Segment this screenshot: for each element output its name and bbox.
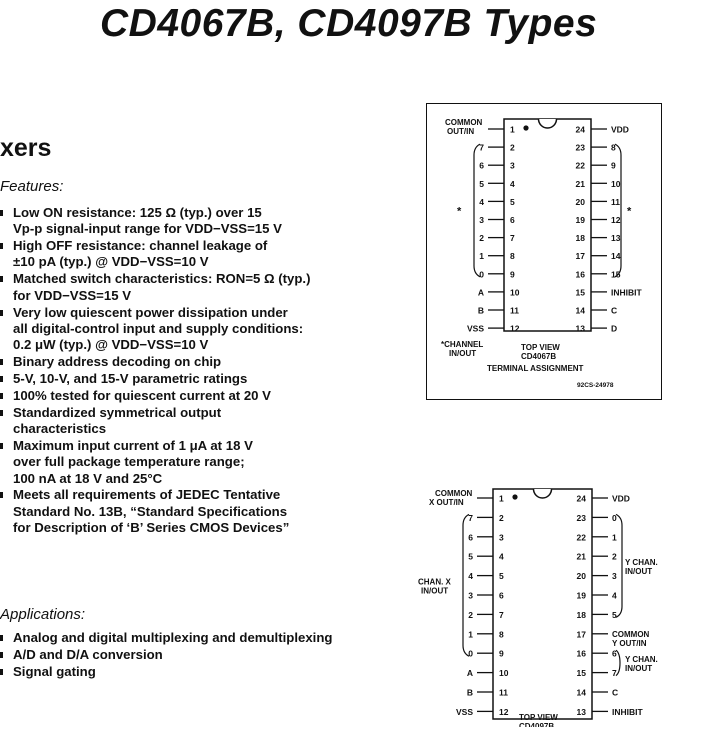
pin-number: 2 (510, 142, 515, 153)
pin-label: C (612, 687, 619, 698)
pin-number: 12 (510, 323, 520, 334)
pin-number: 20 (575, 196, 585, 207)
pin-number: 7 (510, 233, 515, 244)
pin-number: 8 (499, 629, 504, 640)
pin-number: 14 (575, 305, 585, 316)
pin-label: 6 (468, 532, 473, 543)
star-mark: * (457, 205, 462, 218)
pin-label: 13 (611, 233, 621, 244)
pin-number: 23 (576, 512, 586, 523)
pin-number: 14 (576, 687, 586, 698)
ic-notch (534, 489, 552, 498)
feature-line: Maximum input current of 1 μA at 18 V (13, 437, 253, 453)
feature-item (0, 354, 400, 370)
pin-number: 9 (499, 648, 504, 659)
pin-number: 20 (576, 571, 586, 582)
pin-label: INHIBIT (612, 706, 643, 717)
pin1-dot (523, 125, 528, 130)
feature-line: characteristics (13, 421, 107, 437)
pin-label: VSS (455, 706, 473, 717)
application-item (0, 647, 400, 663)
pin-number: 24 (575, 124, 585, 135)
pin-label: 5 (612, 609, 617, 620)
pin-number: 12 (499, 706, 509, 717)
pin-label: D (611, 323, 618, 334)
cd4097b-terminal-diagram (413, 484, 713, 727)
feature-line: all digital-control input and supply conditions: (13, 320, 304, 336)
pin-label: 1 (479, 251, 484, 262)
pin-number: 1 (499, 493, 504, 504)
pin-number: 15 (576, 668, 586, 679)
feature-line: Standardized symmetrical output (13, 404, 222, 420)
feature-item (0, 405, 400, 438)
pin-label: 5 (479, 178, 484, 189)
pin-label: 4 (479, 196, 484, 207)
pin-number: 24 (576, 493, 586, 504)
feature-line: Standard No. 13B, “Standard Specifications (13, 503, 288, 519)
common-x-label: COMMON (435, 489, 473, 498)
pin-number: 17 (575, 251, 585, 262)
pin-number: 16 (576, 648, 586, 659)
pin1-dot (512, 494, 517, 499)
pin-label: 12 (611, 215, 621, 225)
pin-label: B (466, 687, 473, 698)
feature-item (0, 305, 400, 354)
applications-list (0, 630, 400, 681)
pin-number: 11 (510, 305, 519, 316)
pin-number: 13 (575, 323, 585, 334)
common-x-label: X OUT/IN (429, 498, 464, 507)
pin-number: 2 (499, 512, 504, 523)
star-mark: * (627, 205, 632, 218)
terminal-assignment-caption: TERMINAL ASSIGNMENT (487, 364, 584, 373)
pin-label: INHIBIT (611, 287, 642, 298)
y-chan-label: IN/OUT (625, 566, 653, 576)
pin-label: C (611, 305, 618, 316)
pin-label: VDD (611, 124, 629, 135)
feature-item (0, 487, 400, 536)
pin-label: 0 (468, 648, 473, 659)
feature-line: 0.2 μW (typ.) @ VDD−VSS=10 V (13, 337, 209, 353)
pin-number: 8 (510, 251, 515, 262)
pin-label: 10 (611, 178, 621, 189)
pin-number: 10 (510, 287, 520, 298)
cd4067b-terminal-diagram (426, 103, 662, 400)
pin-label: 3 (479, 215, 484, 225)
pin-label: 6 (479, 160, 484, 171)
pin-label: A (477, 287, 484, 298)
pin-label: 4 (468, 571, 473, 582)
pin-label: 2 (468, 609, 473, 620)
pin-label: 5 (468, 551, 473, 562)
applications-heading: Applications: (0, 606, 86, 623)
pin-label: 2 (479, 233, 484, 244)
pin-label: A (466, 668, 473, 679)
feature-line: Low ON resistance: 125 Ω (typ.) over 15 (13, 205, 262, 220)
y-chan2-label: IN/OUT (625, 663, 653, 673)
pin-label: 1 (468, 629, 473, 640)
pin-number: 5 (499, 571, 504, 582)
pin-label: VDD (612, 493, 630, 504)
pin-number: 23 (575, 142, 585, 153)
ic-body (493, 489, 592, 719)
feature-item (0, 388, 400, 404)
pin-label: 7 (468, 512, 473, 523)
pin-label: 4 (612, 590, 617, 601)
feature-line: for Description of ‘B’ Series CMOS Devices” (13, 519, 290, 535)
y-chan2-label: Y CHAN. (625, 654, 658, 664)
pin-label: 0 (479, 269, 484, 280)
page-title: CD4067B, CD4097B Types (100, 2, 598, 45)
features-list (0, 205, 400, 537)
feature-line: 5-V, 10-V, and 15-V parametric ratings (13, 370, 248, 386)
feature-line: 100 nA at 18 V and 25°C (13, 470, 163, 486)
feature-line: Vp-p signal-input range for VDD−VSS=15 V (13, 221, 282, 237)
view-label: TOP VIEW (519, 713, 558, 722)
feature-item (0, 205, 400, 238)
chan-x-label: CHAN. X (418, 577, 451, 587)
feature-item (0, 271, 400, 304)
pin-number: 3 (510, 160, 515, 171)
channel-label: IN/OUT (449, 349, 477, 358)
feature-line: Binary address decoding on chip (13, 354, 222, 370)
feature-line: for VDD−VSS=15 V (13, 287, 132, 303)
application-line: A/D and D/A conversion (13, 646, 163, 662)
pin-number: 21 (576, 551, 586, 562)
pin-label: 0 (612, 512, 617, 523)
chan-x-label: IN/OUT (421, 586, 449, 596)
feature-line: 100% tested for quiescent current at 20 V (13, 387, 271, 403)
pin-number: 19 (576, 590, 586, 601)
pin-number: 5 (510, 196, 515, 207)
pin-label: 11 (611, 196, 620, 207)
section-heading: xers (0, 134, 52, 162)
pin-label: 1 (612, 532, 617, 543)
common-y-label: Y OUT/IN (612, 638, 647, 648)
view-label: CD4097B (519, 722, 555, 727)
pin-label: 9 (611, 160, 616, 171)
pin-label: 6 (612, 648, 617, 659)
pin-number: 3 (499, 532, 504, 543)
pin-label: 7 (612, 668, 617, 679)
pin-number: 1 (510, 124, 515, 135)
pin-number: 4 (510, 178, 515, 189)
pin-number: 13 (576, 706, 586, 717)
common-label: COMMON (445, 118, 483, 127)
pin-number: 22 (576, 532, 586, 543)
pin-label: VSS (466, 323, 484, 334)
pin-label: 15 (611, 269, 621, 280)
pin-label: 7 (479, 142, 484, 153)
feature-line: over full package temperature range; (13, 454, 245, 470)
pin-number: 10 (499, 668, 509, 679)
y-chan-label: Y CHAN. (625, 557, 658, 567)
pin-label: 2 (612, 551, 617, 562)
feature-item (0, 238, 400, 271)
feature-line: Matched switch characteristics: RON=5 Ω (typ.) (13, 271, 311, 287)
pin-number: 17 (576, 629, 586, 640)
pin-number: 7 (499, 609, 504, 620)
common-y-label: COMMON (612, 629, 650, 639)
pin-number: 15 (575, 287, 585, 298)
cd4097b-pinout-svg (413, 484, 713, 727)
view-label: CD4067B (521, 352, 557, 361)
feature-line: High OFF resistance: channel leakage of (13, 238, 268, 254)
pin-label: B (477, 305, 484, 316)
pin-label: 14 (611, 251, 621, 262)
feature-line: ±10 pA (typ.) @ VDD−VSS=10 V (13, 254, 209, 270)
pin-number: 21 (575, 178, 585, 189)
pin-label: 3 (468, 590, 473, 601)
ic-notch (539, 119, 557, 128)
pin-number: 9 (510, 269, 515, 280)
common-label: OUT/IN (447, 127, 475, 136)
pin-number: 6 (510, 215, 515, 225)
features-heading: Features: (0, 178, 64, 195)
application-item (0, 630, 400, 646)
feature-item (0, 371, 400, 387)
pin-label: 8 (611, 142, 616, 153)
pin-number: 19 (575, 215, 585, 225)
application-line: Analog and digital multiplexing and demultiplexing (13, 630, 333, 645)
pin-number: 6 (499, 590, 504, 601)
feature-item (0, 438, 400, 487)
pin-label: 3 (612, 571, 617, 582)
feature-line: Meets all requirements of JEDEC Tentative (13, 487, 281, 503)
application-line: Signal gating (13, 663, 96, 679)
pin-number: 22 (575, 160, 585, 171)
pin-number: 18 (575, 233, 585, 244)
pin-number: 16 (575, 269, 585, 280)
pin-number: 11 (499, 687, 508, 698)
pin-number: 18 (576, 609, 586, 620)
figure-code: 92CS-24978 (577, 382, 614, 389)
channel-label: *CHANNEL (441, 340, 484, 349)
cd4067b-pinout-svg (427, 104, 663, 401)
right-bracket (616, 514, 622, 617)
pin-number: 4 (499, 551, 504, 562)
view-label: TOP VIEW (521, 343, 560, 352)
application-item (0, 664, 400, 680)
feature-line: Very low quiescent power dissipation under (13, 304, 288, 320)
